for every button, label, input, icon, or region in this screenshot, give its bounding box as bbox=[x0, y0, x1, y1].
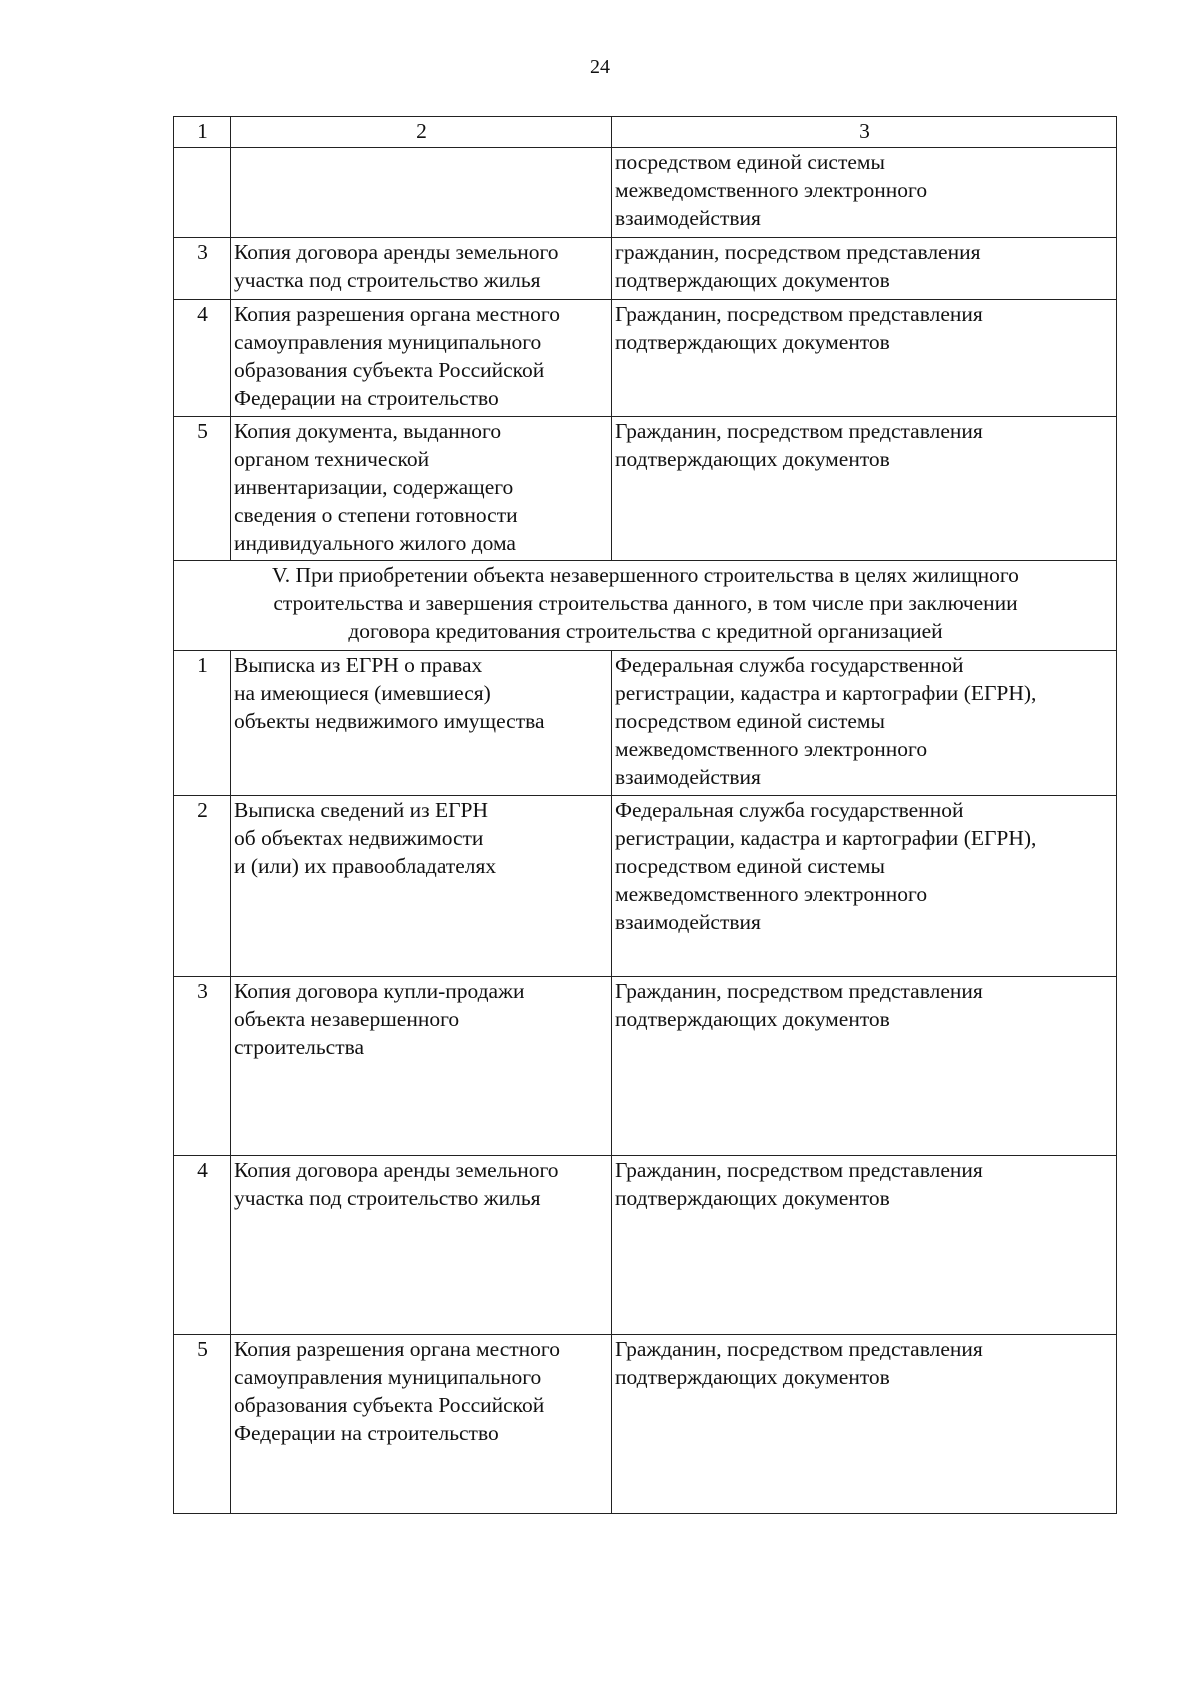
cell-line: на имеющиеся (имевшиеся) bbox=[234, 681, 491, 705]
document-cell bbox=[231, 1156, 612, 1335]
table-row bbox=[174, 1156, 1117, 1335]
cell-line: Гражданин, посредством представления bbox=[615, 419, 983, 443]
cell-line: договора кредитования строительства с кредитной организацией bbox=[348, 619, 943, 643]
header-row bbox=[174, 117, 1117, 148]
cell-line: подтверждающих документов bbox=[615, 1007, 890, 1031]
table-row bbox=[174, 417, 1117, 561]
continuation-source bbox=[612, 148, 1117, 238]
cell-line: посредством единой системы bbox=[615, 709, 885, 733]
section-heading bbox=[174, 561, 1117, 651]
cell-line: сведения о степени готовности bbox=[234, 503, 518, 527]
cell-line: Федеральная служба государственной bbox=[615, 798, 964, 822]
cell-line: объекты недвижимого имущества bbox=[234, 709, 545, 733]
table-row bbox=[174, 977, 1117, 1156]
cell-line: самоуправления муниципального bbox=[234, 1365, 542, 1389]
continuation-doc bbox=[231, 148, 612, 238]
source-cell bbox=[612, 300, 1117, 417]
row-number: 2 bbox=[174, 796, 231, 977]
cell-line: Копия разрешения органа местного bbox=[234, 1337, 560, 1361]
cell-line: строительства и завершения строительства данного, в том числе при заключении bbox=[273, 591, 1018, 615]
cell-line: подтверждающих документов bbox=[615, 447, 890, 471]
cell-line: Гражданин, посредством представления bbox=[615, 979, 983, 1003]
document-cell bbox=[231, 977, 612, 1156]
cell-line: гражданин, посредством представления bbox=[615, 240, 981, 264]
source-cell bbox=[612, 1335, 1117, 1514]
row-number: 3 bbox=[174, 977, 231, 1156]
header-col-1: 1 bbox=[174, 117, 231, 148]
row-number: 1 bbox=[174, 651, 231, 796]
section-heading-row bbox=[174, 561, 1117, 651]
cell-line: об объектах недвижимости bbox=[234, 826, 484, 850]
cell-line: строительства bbox=[234, 1035, 365, 1059]
cell-line: и (или) их правообладателях bbox=[234, 854, 497, 878]
continuation-row bbox=[174, 148, 1117, 238]
source-cell bbox=[612, 796, 1117, 977]
cell-line: участка под строительство жилья bbox=[234, 268, 541, 292]
cell-line: Федерации на строительство bbox=[234, 1421, 499, 1445]
cell-line: Выписка сведений из ЕГРН bbox=[234, 798, 489, 822]
cell-line: образования субъекта Российской bbox=[234, 1393, 545, 1417]
table-row bbox=[174, 651, 1117, 796]
cell-line: Федеральная служба государственной bbox=[615, 653, 964, 677]
row-number: 4 bbox=[174, 300, 231, 417]
cell-line: Гражданин, посредством представления bbox=[615, 302, 983, 326]
cell-line: V. При приобретении объекта незавершенного строительства в целях жилищного bbox=[272, 563, 1019, 587]
document-cell bbox=[231, 238, 612, 300]
document-cell bbox=[231, 651, 612, 796]
cell-line: органом технической bbox=[234, 447, 430, 471]
document-cell bbox=[231, 417, 612, 561]
cell-line: инвентаризации, содержащего bbox=[234, 475, 514, 499]
table-row bbox=[174, 796, 1117, 977]
cell-line: образования субъекта Российской bbox=[234, 358, 545, 382]
cell-line: взаимодействия bbox=[615, 206, 761, 230]
cell-line: объекта незавершенного bbox=[234, 1007, 460, 1031]
cell-line: Выписка из ЕГРН о правах bbox=[234, 653, 483, 677]
table-row bbox=[174, 238, 1117, 300]
cell-line: регистрации, кадастра и картографии (ЕГРН), bbox=[615, 826, 1037, 850]
cell-line: посредством единой системы bbox=[615, 854, 885, 878]
source-cell bbox=[612, 1156, 1117, 1335]
row-number: 5 bbox=[174, 1335, 231, 1514]
cell-line: посредством единой системы bbox=[615, 150, 885, 174]
continuation-num bbox=[174, 148, 231, 238]
cell-line: подтверждающих документов bbox=[615, 1365, 890, 1389]
header-col-2: 2 bbox=[231, 117, 612, 148]
table-row bbox=[174, 1335, 1117, 1514]
table-row bbox=[174, 300, 1117, 417]
header-col-3: 3 bbox=[612, 117, 1117, 148]
cell-line: индивидуального жилого дома bbox=[234, 531, 516, 555]
cell-line: Гражданин, посредством представления bbox=[615, 1158, 983, 1182]
source-cell bbox=[612, 977, 1117, 1156]
cell-line: Копия разрешения органа местного bbox=[234, 302, 560, 326]
cell-line: межведомственного электронного bbox=[615, 737, 928, 761]
cell-line: Копия договора аренды земельного bbox=[234, 240, 559, 264]
cell-line: Федерации на строительство bbox=[234, 386, 499, 410]
cell-line: самоуправления муниципального bbox=[234, 330, 542, 354]
cell-line: Копия договора аренды земельного bbox=[234, 1158, 559, 1182]
source-cell bbox=[612, 238, 1117, 300]
document-cell bbox=[231, 300, 612, 417]
cell-line: взаимодействия bbox=[615, 910, 761, 934]
cell-line: межведомственного электронного bbox=[615, 178, 928, 202]
cell-line: подтверждающих документов bbox=[615, 330, 890, 354]
row-number: 4 bbox=[174, 1156, 231, 1335]
page-number: 24 bbox=[590, 56, 610, 78]
source-cell bbox=[612, 417, 1117, 561]
cell-line: Гражданин, посредством представления bbox=[615, 1337, 983, 1361]
documents-table bbox=[173, 116, 1117, 1514]
cell-line: межведомственного электронного bbox=[615, 882, 928, 906]
document-cell bbox=[231, 1335, 612, 1514]
cell-line: Копия документа, выданного bbox=[234, 419, 502, 443]
cell-line: регистрации, кадастра и картографии (ЕГРН), bbox=[615, 681, 1037, 705]
source-cell bbox=[612, 651, 1117, 796]
cell-line: Копия договора купли-продажи bbox=[234, 979, 525, 1003]
cell-line: подтверждающих документов bbox=[615, 1186, 890, 1210]
row-number: 5 bbox=[174, 417, 231, 561]
document-cell bbox=[231, 796, 612, 977]
cell-line: подтверждающих документов bbox=[615, 268, 890, 292]
cell-line: участка под строительство жилья bbox=[234, 1186, 541, 1210]
row-number: 3 bbox=[174, 238, 231, 300]
cell-line: взаимодействия bbox=[615, 765, 761, 789]
